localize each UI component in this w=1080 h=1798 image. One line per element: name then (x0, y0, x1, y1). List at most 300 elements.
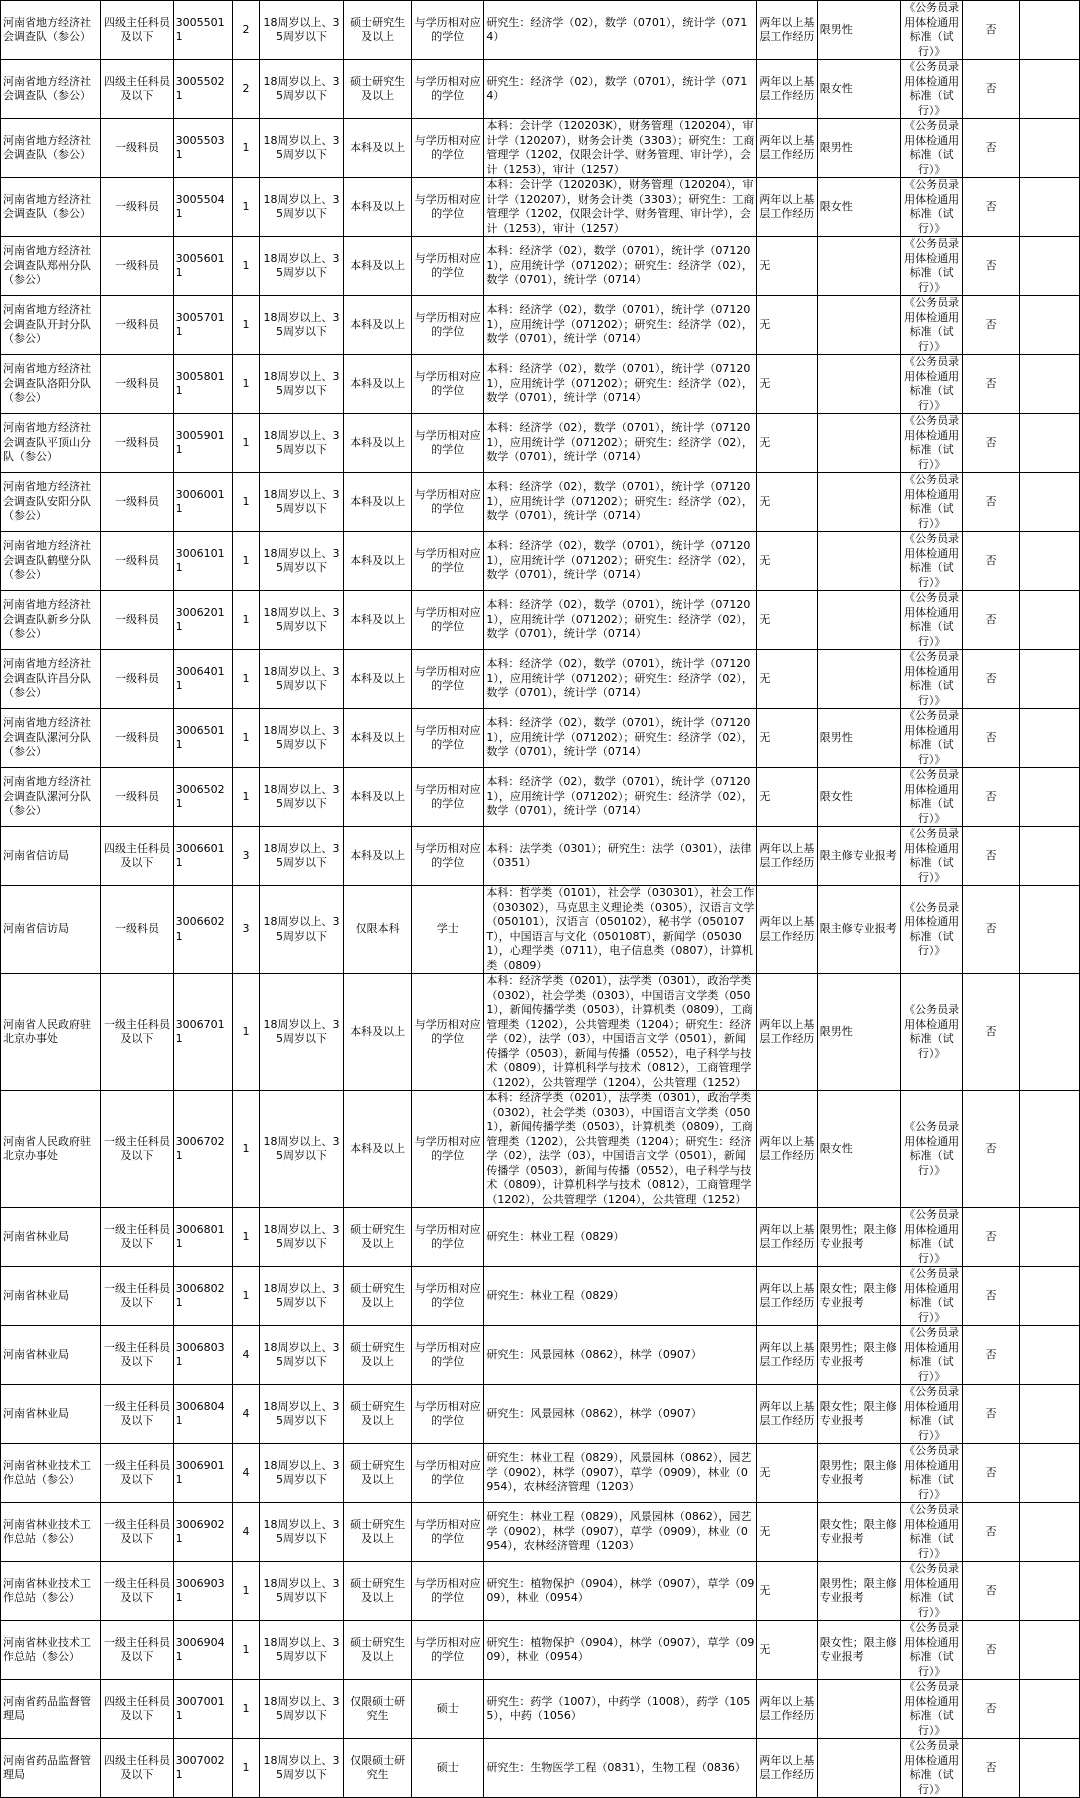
degree-cell: 硕士 (412, 1739, 484, 1798)
education-cell: 仅限本科 (344, 886, 412, 974)
position-level-cell: 一级主任科员及以下 (101, 1562, 173, 1621)
other-requirement-cell: 限男性；限主修专业报考 (817, 1326, 900, 1385)
age-requirement-cell: 18周岁以上、35周岁以下 (259, 532, 343, 591)
position-code-cell: 30057011 (173, 296, 232, 355)
remarks-cell (1019, 1267, 1080, 1326)
hire-count-cell: 1 (232, 1621, 259, 1680)
experience-cell: 无 (757, 1621, 817, 1680)
health-standard-cell: 《公务员录用体检通用标准（试行）》 (900, 974, 963, 1091)
age-requirement-cell: 18周岁以上、35周岁以下 (259, 1739, 343, 1798)
hire-count-cell: 1 (232, 473, 259, 532)
major-requirement-cell: 本科：经济学（02），数学（0701），统计学（071201），应用统计学（071202）；研究生：经济学（02），数学（0701），统计学（0714） (484, 414, 757, 473)
remarks-cell (1019, 532, 1080, 591)
hire-count-cell: 1 (232, 178, 259, 237)
table-row (1, 650, 1080, 709)
major-requirement-cell: 研究生：林业工程（0829） (484, 1267, 757, 1326)
hire-count-cell: 1 (232, 1208, 259, 1267)
age-requirement-cell: 18周岁以上、35周岁以下 (259, 1503, 343, 1562)
special-flag-cell: 否 (963, 886, 1019, 974)
position-code-cell: 30066021 (173, 886, 232, 974)
dept-name-cell: 河南省林业技术工作总站（参公） (1, 1562, 101, 1621)
education-cell: 本科及以上 (344, 709, 412, 768)
other-requirement-cell (817, 473, 900, 532)
health-standard-cell: 《公务员录用体检通用标准（试行）》 (900, 355, 963, 414)
table-row (1, 768, 1080, 827)
special-flag-cell: 否 (963, 1385, 1019, 1444)
hire-count-cell: 1 (232, 768, 259, 827)
hire-count-cell: 4 (232, 1326, 259, 1385)
special-flag-cell: 否 (963, 355, 1019, 414)
degree-cell: 与学历相对应的学位 (412, 650, 484, 709)
position-level-cell: 一级科员 (101, 650, 173, 709)
position-code-cell: 30056011 (173, 237, 232, 296)
education-cell: 硕士研究生及以上 (344, 1208, 412, 1267)
age-requirement-cell: 18周岁以上、35周岁以下 (259, 1091, 343, 1208)
major-requirement-cell: 研究生：林业工程（0829），风景园林（0862），园艺学（0902），林学（0907），草学（0909），林业（0954），农林经济管理（1203） (484, 1503, 757, 1562)
health-standard-cell: 《公务员录用体检通用标准（试行）》 (900, 473, 963, 532)
table-row (1, 1444, 1080, 1503)
special-flag-cell: 否 (963, 473, 1019, 532)
remarks-cell (1019, 1091, 1080, 1208)
special-flag-cell: 否 (963, 1503, 1019, 1562)
table-row (1, 1326, 1080, 1385)
remarks-cell (1019, 709, 1080, 768)
hire-count-cell: 1 (232, 1680, 259, 1739)
degree-cell: 与学历相对应的学位 (412, 1267, 484, 1326)
education-cell: 仅限硕士研究生 (344, 1680, 412, 1739)
dept-name-cell: 河南省地方经济社会调查队漯河分队（参公） (1, 768, 101, 827)
degree-cell: 与学历相对应的学位 (412, 1621, 484, 1680)
table-row (1, 60, 1080, 119)
degree-cell: 与学历相对应的学位 (412, 1562, 484, 1621)
other-requirement-cell (817, 1680, 900, 1739)
position-level-cell: 一级科员 (101, 237, 173, 296)
education-cell: 硕士研究生及以上 (344, 1562, 412, 1621)
special-flag-cell: 否 (963, 178, 1019, 237)
special-flag-cell: 否 (963, 119, 1019, 178)
education-cell: 硕士研究生及以上 (344, 1444, 412, 1503)
special-flag-cell: 否 (963, 1444, 1019, 1503)
age-requirement-cell: 18周岁以上、35周岁以下 (259, 886, 343, 974)
table-row (1, 1, 1080, 60)
major-requirement-cell: 研究生：林业工程（0829） (484, 1208, 757, 1267)
degree-cell: 与学历相对应的学位 (412, 1444, 484, 1503)
age-requirement-cell: 18周岁以上、35周岁以下 (259, 650, 343, 709)
major-requirement-cell: 研究生：植物保护（0904），林学（0907），草学（0909），林业（0954） (484, 1621, 757, 1680)
dept-name-cell: 河南省林业局 (1, 1326, 101, 1385)
experience-cell: 两年以上基层工作经历 (757, 1680, 817, 1739)
position-code-cell: 30068041 (173, 1385, 232, 1444)
degree-cell: 硕士 (412, 1680, 484, 1739)
major-requirement-cell: 本科：经济学（02），数学（0701），统计学（071201），应用统计学（071202）；研究生：经济学（02），数学（0701），统计学（0714） (484, 768, 757, 827)
special-flag-cell: 否 (963, 414, 1019, 473)
health-standard-cell: 《公务员录用体检通用标准（试行）》 (900, 1326, 963, 1385)
major-requirement-cell: 本科：经济学（02），数学（0701），统计学（071201），应用统计学（071202）；研究生：经济学（02），数学（0701），统计学（0714） (484, 591, 757, 650)
position-level-cell: 一级科员 (101, 591, 173, 650)
remarks-cell (1019, 1739, 1080, 1798)
experience-cell: 两年以上基层工作经历 (757, 1385, 817, 1444)
remarks-cell (1019, 1385, 1080, 1444)
special-flag-cell: 否 (963, 1680, 1019, 1739)
table-row (1, 1267, 1080, 1326)
experience-cell: 无 (757, 1503, 817, 1562)
position-level-cell: 一级主任科员及以下 (101, 1091, 173, 1208)
special-flag-cell: 否 (963, 237, 1019, 296)
degree-cell: 与学历相对应的学位 (412, 532, 484, 591)
age-requirement-cell: 18周岁以上、35周岁以下 (259, 60, 343, 119)
dept-name-cell: 河南省地方经济社会调查队（参公） (1, 119, 101, 178)
health-standard-cell: 《公务员录用体检通用标准（试行）》 (900, 1208, 963, 1267)
other-requirement-cell: 限男性；限主修专业报考 (817, 1444, 900, 1503)
hire-count-cell: 1 (232, 650, 259, 709)
dept-name-cell: 河南省药品监督管理局 (1, 1739, 101, 1798)
age-requirement-cell: 18周岁以上、35周岁以下 (259, 1385, 343, 1444)
position-code-cell: 30060011 (173, 473, 232, 532)
hire-count-cell: 1 (232, 591, 259, 650)
major-requirement-cell: 研究生：药学（1007），中药学（1008），药学（1055），中药（1056） (484, 1680, 757, 1739)
degree-cell: 与学历相对应的学位 (412, 414, 484, 473)
position-code-cell: 30068011 (173, 1208, 232, 1267)
education-cell: 硕士研究生及以上 (344, 1267, 412, 1326)
dept-name-cell: 河南省地方经济社会调查队鹤壁分队（参公） (1, 532, 101, 591)
special-flag-cell: 否 (963, 827, 1019, 886)
education-cell: 本科及以上 (344, 296, 412, 355)
table-row (1, 473, 1080, 532)
dept-name-cell: 河南省林业局 (1, 1267, 101, 1326)
age-requirement-cell: 18周岁以上、35周岁以下 (259, 414, 343, 473)
education-cell: 本科及以上 (344, 827, 412, 886)
major-requirement-cell: 研究生：经济学（02），数学（0701），统计学（0714） (484, 1, 757, 60)
education-cell: 本科及以上 (344, 532, 412, 591)
position-code-cell: 30069021 (173, 1503, 232, 1562)
other-requirement-cell: 限女性 (817, 178, 900, 237)
hire-count-cell: 1 (232, 974, 259, 1091)
other-requirement-cell (817, 414, 900, 473)
position-code-cell: 30068021 (173, 1267, 232, 1326)
education-cell: 硕士研究生及以上 (344, 1385, 412, 1444)
remarks-cell (1019, 1680, 1080, 1739)
hire-count-cell: 1 (232, 237, 259, 296)
table-row (1, 709, 1080, 768)
dept-name-cell: 河南省林业局 (1, 1208, 101, 1267)
experience-cell: 无 (757, 355, 817, 414)
position-level-cell: 四级主任科员及以下 (101, 1739, 173, 1798)
other-requirement-cell (817, 591, 900, 650)
hire-count-cell: 1 (232, 119, 259, 178)
health-standard-cell: 《公务员录用体检通用标准（试行）》 (900, 119, 963, 178)
age-requirement-cell: 18周岁以上、35周岁以下 (259, 1, 343, 60)
degree-cell: 学士 (412, 886, 484, 974)
remarks-cell (1019, 414, 1080, 473)
age-requirement-cell: 18周岁以上、35周岁以下 (259, 1444, 343, 1503)
position-level-cell: 一级科员 (101, 296, 173, 355)
major-requirement-cell: 本科：经济学（02），数学（0701），统计学（071201），应用统计学（071202）；研究生：经济学（02），数学（0701），统计学（0714） (484, 650, 757, 709)
degree-cell: 与学历相对应的学位 (412, 1503, 484, 1562)
major-requirement-cell: 本科：哲学类（0101），社会学（030301），社会工作（030302），马克思主义理论类（0305），汉语言文学（050101），汉语言（050102），秘书学（050107T），中国语言与文化（050108T），新闻学（050301），心理学类（0711），电子信息类（0807），计算机类（0809） (484, 886, 757, 974)
table-row (1, 1091, 1080, 1208)
major-requirement-cell: 本科：经济学（02），数学（0701），统计学（071201），应用统计学（071202）；研究生：经济学（02），数学（0701），统计学（0714） (484, 532, 757, 591)
special-flag-cell: 否 (963, 1326, 1019, 1385)
major-requirement-cell: 研究生：风景园林（0862），林学（0907） (484, 1385, 757, 1444)
position-level-cell: 四级主任科员及以下 (101, 1680, 173, 1739)
position-level-cell: 一级主任科员及以下 (101, 974, 173, 1091)
dept-name-cell: 河南省地方经济社会调查队安阳分队（参公） (1, 473, 101, 532)
degree-cell: 与学历相对应的学位 (412, 1208, 484, 1267)
experience-cell: 无 (757, 650, 817, 709)
health-standard-cell: 《公务员录用体检通用标准（试行）》 (900, 60, 963, 119)
other-requirement-cell (817, 237, 900, 296)
other-requirement-cell: 限女性；限主修专业报考 (817, 1385, 900, 1444)
other-requirement-cell: 限女性；限主修专业报考 (817, 1267, 900, 1326)
other-requirement-cell: 限女性；限主修专业报考 (817, 1621, 900, 1680)
position-code-cell: 30070011 (173, 1680, 232, 1739)
table-body (1, 1, 1080, 1798)
health-standard-cell: 《公务员录用体检通用标准（试行）》 (900, 1562, 963, 1621)
age-requirement-cell: 18周岁以上、35周岁以下 (259, 1326, 343, 1385)
position-code-cell: 30065011 (173, 709, 232, 768)
hire-count-cell: 3 (232, 886, 259, 974)
major-requirement-cell: 本科：经济学（02），数学（0701），统计学（071201），应用统计学（071202）；研究生：经济学（02），数学（0701），统计学（0714） (484, 237, 757, 296)
remarks-cell (1019, 473, 1080, 532)
position-code-cell: 30055021 (173, 60, 232, 119)
other-requirement-cell: 限女性；限主修专业报考 (817, 1503, 900, 1562)
age-requirement-cell: 18周岁以上、35周岁以下 (259, 1621, 343, 1680)
position-code-cell: 30067011 (173, 974, 232, 1091)
hire-count-cell: 1 (232, 709, 259, 768)
position-code-cell: 30064011 (173, 650, 232, 709)
age-requirement-cell: 18周岁以上、35周岁以下 (259, 768, 343, 827)
remarks-cell (1019, 768, 1080, 827)
age-requirement-cell: 18周岁以上、35周岁以下 (259, 1208, 343, 1267)
position-level-cell: 一级主任科员及以下 (101, 1326, 173, 1385)
major-requirement-cell: 本科：会计学（120203K），财务管理（120204），审计学（120207），财务会计类（3303）；研究生：工商管理学（1202，仅限会计学、财务管理、审计学），会计（1253），审计（1257） (484, 178, 757, 237)
age-requirement-cell: 18周岁以上、35周岁以下 (259, 974, 343, 1091)
major-requirement-cell: 本科：会计学（120203K），财务管理（120204），审计学（120207），财务会计类（3303）；研究生：工商管理学（1202，仅限会计学、财务管理、审计学），会计（1253），审计（1257） (484, 119, 757, 178)
education-cell: 本科及以上 (344, 768, 412, 827)
position-level-cell: 一级科员 (101, 709, 173, 768)
position-code-cell: 30070021 (173, 1739, 232, 1798)
other-requirement-cell (817, 650, 900, 709)
education-cell: 本科及以上 (344, 591, 412, 650)
dept-name-cell: 河南省地方经济社会调查队郑州分队（参公） (1, 237, 101, 296)
remarks-cell (1019, 60, 1080, 119)
degree-cell: 与学历相对应的学位 (412, 60, 484, 119)
position-code-cell: 30069031 (173, 1562, 232, 1621)
other-requirement-cell: 限主修专业报考 (817, 886, 900, 974)
table-row (1, 532, 1080, 591)
age-requirement-cell: 18周岁以上、35周岁以下 (259, 1267, 343, 1326)
hire-count-cell: 4 (232, 1444, 259, 1503)
table-row (1, 1621, 1080, 1680)
dept-name-cell: 河南省地方经济社会调查队新乡分队（参公） (1, 591, 101, 650)
position-code-cell: 30058011 (173, 355, 232, 414)
hire-count-cell: 4 (232, 1503, 259, 1562)
other-requirement-cell (817, 1739, 900, 1798)
health-standard-cell: 《公务员录用体检通用标准（试行）》 (900, 1, 963, 60)
degree-cell: 与学历相对应的学位 (412, 1091, 484, 1208)
remarks-cell (1019, 827, 1080, 886)
education-cell: 硕士研究生及以上 (344, 60, 412, 119)
health-standard-cell: 《公务员录用体检通用标准（试行）》 (900, 178, 963, 237)
experience-cell: 两年以上基层工作经历 (757, 1267, 817, 1326)
education-cell: 本科及以上 (344, 237, 412, 296)
other-requirement-cell (817, 296, 900, 355)
hire-count-cell: 1 (232, 1267, 259, 1326)
table-row (1, 1385, 1080, 1444)
position-level-cell: 一级主任科员及以下 (101, 1444, 173, 1503)
health-standard-cell: 《公务员录用体检通用标准（试行）》 (900, 414, 963, 473)
experience-cell: 两年以上基层工作经历 (757, 827, 817, 886)
degree-cell: 与学历相对应的学位 (412, 591, 484, 650)
education-cell: 硕士研究生及以上 (344, 1, 412, 60)
special-flag-cell: 否 (963, 650, 1019, 709)
table-row (1, 591, 1080, 650)
table-row (1, 178, 1080, 237)
hire-count-cell: 1 (232, 1562, 259, 1621)
major-requirement-cell: 本科：法学类（0301）；研究生：法学（0301），法律（0351） (484, 827, 757, 886)
degree-cell: 与学历相对应的学位 (412, 974, 484, 1091)
special-flag-cell: 否 (963, 974, 1019, 1091)
education-cell: 本科及以上 (344, 1091, 412, 1208)
remarks-cell (1019, 237, 1080, 296)
table-row (1, 827, 1080, 886)
major-requirement-cell: 研究生：林业工程（0829），风景园林（0862），园艺学（0902），林学（0907），草学（0909），林业（0954），农林经济管理（1203） (484, 1444, 757, 1503)
other-requirement-cell: 限男性 (817, 1, 900, 60)
other-requirement-cell (817, 355, 900, 414)
major-requirement-cell: 研究生：经济学（02），数学（0701），统计学（0714） (484, 60, 757, 119)
dept-name-cell: 河南省林业技术工作总站（参公） (1, 1444, 101, 1503)
special-flag-cell: 否 (963, 296, 1019, 355)
remarks-cell (1019, 1621, 1080, 1680)
degree-cell: 与学历相对应的学位 (412, 1326, 484, 1385)
position-code-cell: 30068031 (173, 1326, 232, 1385)
remarks-cell (1019, 1444, 1080, 1503)
position-level-cell: 一级科员 (101, 768, 173, 827)
major-requirement-cell: 研究生：植物保护（0904），林学（0907），草学（0909），林业（0954） (484, 1562, 757, 1621)
hire-count-cell: 2 (232, 1, 259, 60)
dept-name-cell: 河南省地方经济社会调查队洛阳分队（参公） (1, 355, 101, 414)
hire-count-cell: 3 (232, 827, 259, 886)
age-requirement-cell: 18周岁以上、35周岁以下 (259, 827, 343, 886)
remarks-cell (1019, 1, 1080, 60)
experience-cell: 两年以上基层工作经历 (757, 1326, 817, 1385)
health-standard-cell: 《公务员录用体检通用标准（试行）》 (900, 1621, 963, 1680)
education-cell: 仅限硕士研究生 (344, 1739, 412, 1798)
experience-cell: 无 (757, 473, 817, 532)
hire-count-cell: 4 (232, 1385, 259, 1444)
experience-cell: 无 (757, 709, 817, 768)
table-row (1, 1739, 1080, 1798)
position-level-cell: 一级科员 (101, 355, 173, 414)
age-requirement-cell: 18周岁以上、35周岁以下 (259, 473, 343, 532)
dept-name-cell: 河南省地方经济社会调查队许昌分队（参公） (1, 650, 101, 709)
health-standard-cell: 《公务员录用体检通用标准（试行）》 (900, 650, 963, 709)
dept-name-cell: 河南省地方经济社会调查队平顶山分队（参公） (1, 414, 101, 473)
degree-cell: 与学历相对应的学位 (412, 237, 484, 296)
dept-name-cell: 河南省林业局 (1, 1385, 101, 1444)
age-requirement-cell: 18周岁以上、35周岁以下 (259, 1680, 343, 1739)
experience-cell: 无 (757, 237, 817, 296)
position-code-cell: 30059011 (173, 414, 232, 473)
experience-cell: 两年以上基层工作经历 (757, 1208, 817, 1267)
position-level-cell: 一级主任科员及以下 (101, 1267, 173, 1326)
special-flag-cell: 否 (963, 1, 1019, 60)
special-flag-cell: 否 (963, 1208, 1019, 1267)
hire-count-cell: 2 (232, 60, 259, 119)
position-level-cell: 一级科员 (101, 414, 173, 473)
dept-name-cell: 河南省地方经济社会调查队漯河分队（参公） (1, 709, 101, 768)
special-flag-cell: 否 (963, 60, 1019, 119)
other-requirement-cell: 限男性；限主修专业报考 (817, 1562, 900, 1621)
health-standard-cell: 《公务员录用体检通用标准（试行）》 (900, 1503, 963, 1562)
age-requirement-cell: 18周岁以上、35周岁以下 (259, 178, 343, 237)
age-requirement-cell: 18周岁以上、35周岁以下 (259, 591, 343, 650)
position-level-cell: 一级科员 (101, 886, 173, 974)
other-requirement-cell: 限女性 (817, 1091, 900, 1208)
remarks-cell (1019, 591, 1080, 650)
health-standard-cell: 《公务员录用体检通用标准（试行）》 (900, 1385, 963, 1444)
experience-cell: 两年以上基层工作经历 (757, 886, 817, 974)
dept-name-cell: 河南省人民政府驻北京办事处 (1, 1091, 101, 1208)
education-cell: 本科及以上 (344, 414, 412, 473)
degree-cell: 与学历相对应的学位 (412, 1, 484, 60)
dept-name-cell: 河南省信访局 (1, 827, 101, 886)
health-standard-cell: 《公务员录用体检通用标准（试行）》 (900, 532, 963, 591)
position-code-cell: 30069011 (173, 1444, 232, 1503)
remarks-cell (1019, 355, 1080, 414)
dept-name-cell: 河南省信访局 (1, 886, 101, 974)
position-level-cell: 一级主任科员及以下 (101, 1503, 173, 1562)
special-flag-cell: 否 (963, 1562, 1019, 1621)
health-standard-cell: 《公务员录用体检通用标准（试行）》 (900, 296, 963, 355)
position-level-cell: 一级主任科员及以下 (101, 1385, 173, 1444)
degree-cell: 与学历相对应的学位 (412, 709, 484, 768)
experience-cell: 无 (757, 768, 817, 827)
special-flag-cell: 否 (963, 768, 1019, 827)
health-standard-cell: 《公务员录用体检通用标准（试行）》 (900, 1267, 963, 1326)
special-flag-cell: 否 (963, 709, 1019, 768)
position-level-cell: 一级科员 (101, 532, 173, 591)
health-standard-cell: 《公务员录用体检通用标准（试行）》 (900, 1091, 963, 1208)
position-level-cell: 一级主任科员及以下 (101, 1621, 173, 1680)
dept-name-cell: 河南省地方经济社会调查队开封分队（参公） (1, 296, 101, 355)
remarks-cell (1019, 1326, 1080, 1385)
dept-name-cell: 河南省地方经济社会调查队（参公） (1, 1, 101, 60)
experience-cell: 两年以上基层工作经历 (757, 119, 817, 178)
degree-cell: 与学历相对应的学位 (412, 768, 484, 827)
age-requirement-cell: 18周岁以上、35周岁以下 (259, 296, 343, 355)
table-row (1, 296, 1080, 355)
major-requirement-cell: 研究生：风景园林（0862），林学（0907） (484, 1326, 757, 1385)
degree-cell: 与学历相对应的学位 (412, 827, 484, 886)
table-row (1, 355, 1080, 414)
hire-count-cell: 1 (232, 532, 259, 591)
major-requirement-cell: 研究生：生物医学工程（0831），生物工程（0836） (484, 1739, 757, 1798)
other-requirement-cell: 限男性 (817, 974, 900, 1091)
position-level-cell: 四级主任科员及以下 (101, 60, 173, 119)
major-requirement-cell: 本科：经济学类（0201），法学类（0301），政治学类（0302），社会学类（0303），中国语言文学类（0501），新闻传播学类（0503），计算机类（0809），工商管理类（1202），公共管理类（1204）；研究生：经济学（02），法学（03），中国语言文学（0501），新闻传播学（0503），新闻与传播（0552），电子科学与技术（0809），计算机科学与技术（0812），工商管理学（1202），公共管理学（1204），公共管理（1252） (484, 974, 757, 1091)
position-code-cell: 30066011 (173, 827, 232, 886)
position-level-cell: 四级主任科员及以下 (101, 827, 173, 886)
position-level-cell: 一级主任科员及以下 (101, 1208, 173, 1267)
dept-name-cell: 河南省林业技术工作总站（参公） (1, 1503, 101, 1562)
other-requirement-cell: 限男性 (817, 119, 900, 178)
hire-count-cell: 1 (232, 355, 259, 414)
remarks-cell (1019, 1208, 1080, 1267)
dept-name-cell: 河南省林业技术工作总站（参公） (1, 1621, 101, 1680)
education-cell: 本科及以上 (344, 355, 412, 414)
position-level-cell: 一级科员 (101, 119, 173, 178)
